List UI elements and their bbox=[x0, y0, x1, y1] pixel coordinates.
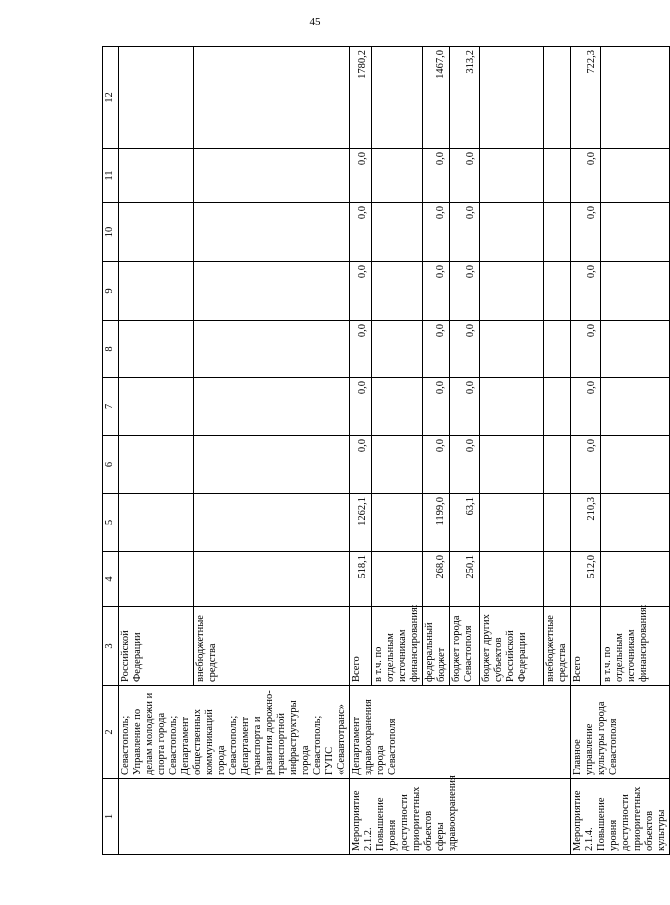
financing-table bbox=[102, 46, 670, 855]
value-cell: 0,0 bbox=[450, 378, 480, 436]
value-cell bbox=[372, 378, 423, 436]
value-cell: 0,0 bbox=[571, 321, 601, 378]
value-cell bbox=[372, 552, 423, 607]
value-cell bbox=[372, 203, 423, 262]
event-name-cell bbox=[119, 779, 350, 855]
page-number: 45 bbox=[309, 16, 321, 28]
value-cell: 0,0 bbox=[450, 149, 480, 203]
header-cell: 5 bbox=[103, 494, 119, 552]
value-cell: 0,0 bbox=[423, 203, 450, 262]
value-cell bbox=[372, 47, 423, 149]
value-cell: 63,1 bbox=[450, 494, 480, 552]
source-cell: внебюджетные средства bbox=[544, 607, 571, 686]
value-cell: 0,0 bbox=[423, 321, 450, 378]
value-cell bbox=[600, 47, 669, 149]
value-cell bbox=[480, 378, 544, 436]
event-name-cell: Мероприятие 2.1.4. Повышение уровня доступности приоритетных объектов культуры bbox=[571, 779, 670, 855]
value-cell: 268,0 bbox=[423, 552, 450, 607]
value-cell bbox=[480, 436, 544, 494]
header-cell: 9 bbox=[103, 262, 119, 321]
header-cell: 1 bbox=[103, 779, 119, 855]
value-cell bbox=[544, 552, 571, 607]
value-cell: 1262,1 bbox=[350, 494, 372, 552]
org-cell: Севастополь; Управление по делам молодежи и спорта города Севастополь; Департамент общественных коммуникаций города Севастополь; Департамент транспорта и развития дорожно-транспортной инфраструктуры города Севастополь; ГУПС «Севавтотранс» bbox=[119, 686, 350, 779]
org-cell: Департамент здравоохранения города Севастополя bbox=[350, 686, 571, 779]
header-cell: 4 bbox=[103, 552, 119, 607]
value-cell: 0,0 bbox=[423, 378, 450, 436]
value-cell bbox=[480, 262, 544, 321]
value-cell bbox=[600, 494, 669, 552]
value-cell: 0,0 bbox=[350, 321, 372, 378]
value-cell: 0,0 bbox=[450, 321, 480, 378]
header-cell: 6 bbox=[103, 436, 119, 494]
value-cell: 0,0 bbox=[423, 436, 450, 494]
source-cell: Всего bbox=[350, 607, 372, 686]
value-cell: 0,0 bbox=[571, 149, 601, 203]
value-cell: 210,3 bbox=[571, 494, 601, 552]
value-cell: 0,0 bbox=[571, 436, 601, 494]
value-cell: 0,0 bbox=[350, 149, 372, 203]
value-cell bbox=[480, 552, 544, 607]
source-cell: Российской Федерации bbox=[119, 607, 194, 686]
value-cell bbox=[544, 494, 571, 552]
value-cell bbox=[372, 321, 423, 378]
source-cell: внебюджетные средства bbox=[194, 607, 350, 686]
value-cell: 0,0 bbox=[350, 262, 372, 321]
org-cell: Главное управление культуры города Севастополя bbox=[571, 686, 670, 779]
table-row bbox=[119, 47, 194, 855]
source-cell: в т.ч. по отдельным источникам финансирования: bbox=[600, 607, 669, 686]
header-cell: 8 bbox=[103, 321, 119, 378]
source-cell: в т.ч. по отдельным источникам финансирования: bbox=[372, 607, 423, 686]
value-cell bbox=[600, 203, 669, 262]
value-cell: 0,0 bbox=[571, 262, 601, 321]
value-cell bbox=[600, 378, 669, 436]
value-cell bbox=[544, 321, 571, 378]
source-cell: федеральный бюджет bbox=[423, 607, 450, 686]
value-cell bbox=[600, 262, 669, 321]
value-cell bbox=[372, 436, 423, 494]
value-cell: 250,1 bbox=[450, 552, 480, 607]
header-cell: 10 bbox=[103, 203, 119, 262]
value-cell: 722,3 bbox=[571, 47, 601, 149]
header-cell: 12 bbox=[103, 47, 119, 149]
value-cell: 0,0 bbox=[450, 436, 480, 494]
value-cell: 0,0 bbox=[423, 262, 450, 321]
value-cell bbox=[600, 436, 669, 494]
value-cell bbox=[480, 494, 544, 552]
value-cell bbox=[372, 262, 423, 321]
event-name-cell: Мероприятие 2.1.2. Повышение уровня доступности приоритетных объектов сферы здравоохранения bbox=[350, 779, 571, 855]
value-cell bbox=[372, 494, 423, 552]
value-cell: 1467,0 bbox=[423, 47, 450, 149]
value-cell bbox=[544, 262, 571, 321]
value-cell bbox=[480, 149, 544, 203]
value-cell: 518,1 bbox=[350, 552, 372, 607]
value-cell bbox=[544, 436, 571, 494]
value-cell: 0,0 bbox=[350, 203, 372, 262]
value-cell: 1780,2 bbox=[350, 47, 372, 149]
source-cell: Всего bbox=[571, 607, 601, 686]
header-cell: 7 bbox=[103, 378, 119, 436]
header-cell: 11 bbox=[103, 149, 119, 203]
value-cell: 0,0 bbox=[350, 436, 372, 494]
value-cell: 0,0 bbox=[450, 203, 480, 262]
value-cell bbox=[544, 47, 571, 149]
value-cell bbox=[480, 321, 544, 378]
value-cell bbox=[480, 47, 544, 149]
header-cell: 3 bbox=[103, 607, 119, 686]
header-cell: 2 bbox=[103, 686, 119, 779]
value-cell: 0,0 bbox=[423, 149, 450, 203]
source-cell: бюджет других субъектов Российской Федерации bbox=[480, 607, 544, 686]
value-cell: 313,2 bbox=[450, 47, 480, 149]
value-cell: 1199,0 bbox=[423, 494, 450, 552]
value-cell bbox=[600, 552, 669, 607]
value-cell bbox=[372, 149, 423, 203]
value-cell: 512,0 bbox=[571, 552, 601, 607]
value-cell: 0,0 bbox=[450, 262, 480, 321]
value-cell bbox=[480, 203, 544, 262]
table-row bbox=[571, 47, 601, 855]
source-cell: бюджет города Севастополя bbox=[450, 607, 480, 686]
value-cell bbox=[600, 149, 669, 203]
header-row bbox=[103, 47, 119, 855]
value-cell bbox=[544, 149, 571, 203]
value-cell: 0,0 bbox=[571, 203, 601, 262]
value-cell: 0,0 bbox=[350, 378, 372, 436]
table-row bbox=[350, 47, 372, 855]
value-cell bbox=[600, 321, 669, 378]
rotated-table-container bbox=[102, 47, 667, 855]
value-cell bbox=[544, 378, 571, 436]
value-cell: 0,0 bbox=[571, 378, 601, 436]
value-cell bbox=[544, 203, 571, 262]
